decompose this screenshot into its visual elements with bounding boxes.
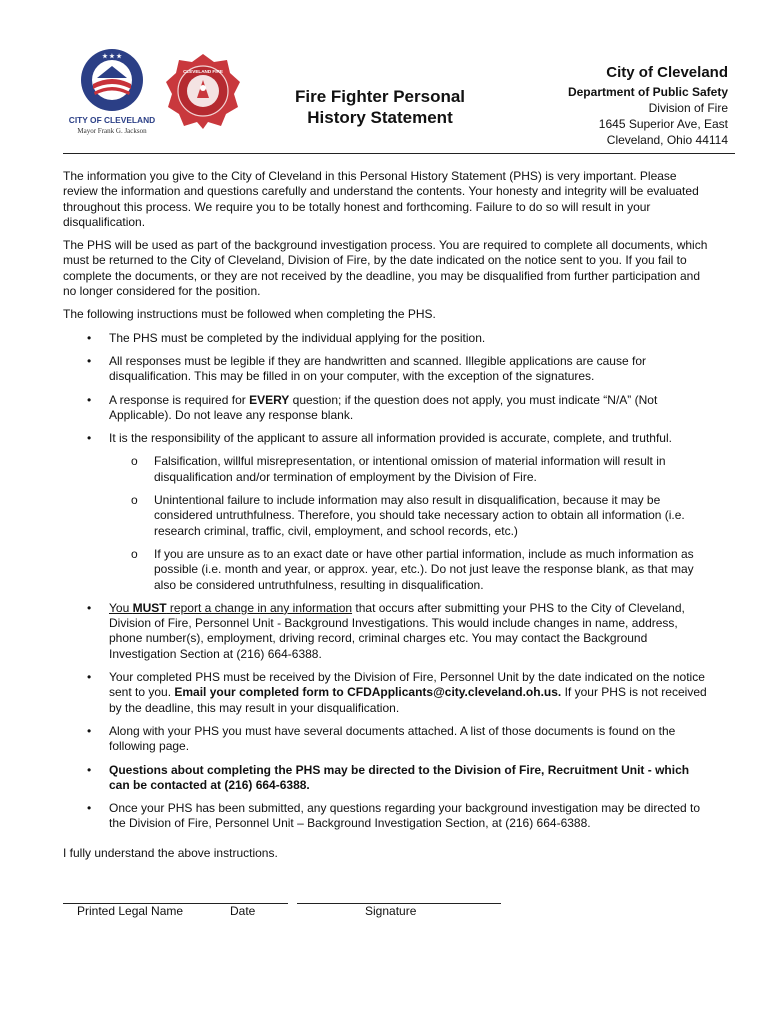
list-item — [63, 670, 713, 716]
bullet-icon: • — [87, 670, 92, 685]
bullet-icon: • — [87, 330, 92, 345]
bullet-icon: • — [87, 762, 92, 777]
email-instruction: Email your completed form to CFDApplicants@city.cleveland.oh.us. — [174, 685, 562, 700]
item-emphasis: EVERY — [249, 392, 290, 407]
item-text: report a change in any information — [166, 600, 353, 615]
list-item — [63, 724, 713, 755]
item-text: The PHS must be completed by the individual applying for the position. — [109, 330, 486, 345]
svg-text:★ ★ ★: ★ ★ ★ — [102, 54, 122, 60]
title-line-1: Fire Fighter Personal — [294, 87, 466, 106]
background-paragraph: The PHS will be used as part of the background investigation process. You are required to complete all documents, which must be returned to the City of Cleveland, Division of Fire, by the date indicated on the notice sent to you. If you fail to complete the documents, or they are not received by the deadline, you may be disqualified from further participation and no longer considered for the position. — [63, 238, 708, 299]
printed-name-label: Printed Legal Name — [77, 904, 184, 918]
item-text: It is the responsibility of the applicant to assure all information provided is accurate, complete, and truthful. — [109, 431, 672, 446]
bullet-icon: • — [87, 431, 92, 446]
logo-fire-text: CLEVELAND FIRE — [183, 69, 223, 74]
sub-item-text: Falsification, willful misrepresentation, or intentional omission of material information will result in disqualification and/or termination of employment by the Division of Fire. — [154, 454, 666, 484]
fire-department-logo — [164, 52, 242, 130]
address-city: City of Cleveland — [606, 64, 728, 81]
list-item — [63, 601, 713, 662]
item-text: You — [109, 600, 133, 615]
bullet-icon: • — [87, 353, 92, 368]
address-department: Department of Public Safety — [567, 85, 728, 99]
item-text: If your PHS is not received by the deadline, this may result in your disqualification. — [109, 685, 707, 715]
sub-list-item — [109, 454, 713, 485]
item-text: Along with your PHS you must have several documents attached. A list of those documents is found on the following page. — [109, 723, 676, 754]
bullet-icon: • — [87, 723, 92, 738]
acknowledgement: I fully understand the above instructions. — [63, 845, 278, 860]
document-title — [270, 86, 490, 128]
city-of-cleveland-logo — [62, 44, 162, 136]
signature-label: Signature — [365, 904, 417, 918]
bullet-icon: • — [87, 392, 92, 407]
sub-item-text: If you are unsure as to an exact date or have other partial information, include as much information as possible (i.e. month and year, or approx. year, etc.). Do not just leave the response blank, as that may also be considered untruthfulness, resulting in disqualification. — [154, 546, 694, 592]
sub-list-item — [109, 547, 713, 593]
sub-bullet-icon: o — [131, 493, 138, 508]
address-citystate: Cleveland, Ohio 44114 — [606, 133, 728, 147]
item-text: Your completed PHS must be received by the Division of Fire, Personnel Unit by the date indicated on the notice sent to you. — [109, 670, 705, 700]
address-block — [568, 63, 728, 148]
instructions-body — [63, 169, 713, 869]
logo-city-text: CITY OF CLEVELAND — [68, 115, 156, 125]
title-line-2: History Statement — [307, 108, 453, 127]
sub-bullet-icon: o — [131, 454, 138, 469]
instructions-heading: The following instructions must be followed when completing the PHS. — [63, 307, 436, 322]
item-text: A response is required for — [109, 392, 250, 407]
list-item — [63, 331, 713, 346]
item-emphasis: MUST — [132, 600, 167, 615]
item-text: All responses must be legible if they are handwritten and scanned. Illegible applications are cause for disqualification. This may be filled in on your computer, with the exception of the signatures. — [109, 353, 646, 384]
list-item — [63, 431, 713, 593]
header-divider — [63, 153, 735, 154]
sub-bullet-icon: o — [131, 546, 138, 561]
sub-list-item — [109, 493, 713, 539]
intro-paragraph: The information you give to the City of Cleveland in this Personal History Statement (PHS) is very important. Please review the information and questions carefully and understand the contents. Your honesty and integrity will be evaluated throughout this process. We require you to be totally honest and forthcoming. Failure to do so will result in your disqualification. — [63, 169, 699, 229]
sub-item-text: Unintentional failure to include information may also result in disqualification, because it may be considered untruthfulness. Therefore, you should take necessary action to obtain all information (i.e. research criminal, traffic, civil, employment, and school records, etc.) — [154, 493, 685, 538]
list-item — [63, 801, 713, 832]
instruction-list — [63, 331, 713, 832]
address-street: 1645 Superior Ave, East — [598, 117, 728, 131]
bullet-icon: • — [87, 801, 92, 816]
item-text: Once your PHS has been submitted, any questions regarding your background investigation may be directed to the Division of Fire, Personnel Unit – Background Investigation Section, at (216) 664-6388. — [109, 801, 701, 831]
item-text: question; if the question does not apply, you must indicate “N/A” (Not Applicable). Do not leave any response blank. — [109, 392, 658, 422]
address-division: Division of Fire — [648, 101, 728, 115]
sub-list — [109, 454, 713, 592]
item-emphasis: Questions about completing the PHS may be directed to the Division of Fire, Recruitment Unit - which can be contacted at (216) 664-6388. — [109, 762, 690, 792]
date-label: Date — [230, 904, 256, 918]
list-item — [63, 393, 713, 424]
bullet-icon: • — [87, 600, 92, 615]
logo-city-subtitle: Mayor Frank G. Jackson — [77, 127, 147, 135]
list-item — [63, 763, 713, 794]
item-text: that occurs after submitting your PHS to the City of Cleveland, Division of Fire, Personnel Unit - Background Investigations. This would include changes in name, address, phone number(s), employment, driving record, criminal charges etc. You may contact the Background Investigation Section at (216) 664-6388. — [109, 600, 685, 661]
list-item — [63, 354, 713, 385]
